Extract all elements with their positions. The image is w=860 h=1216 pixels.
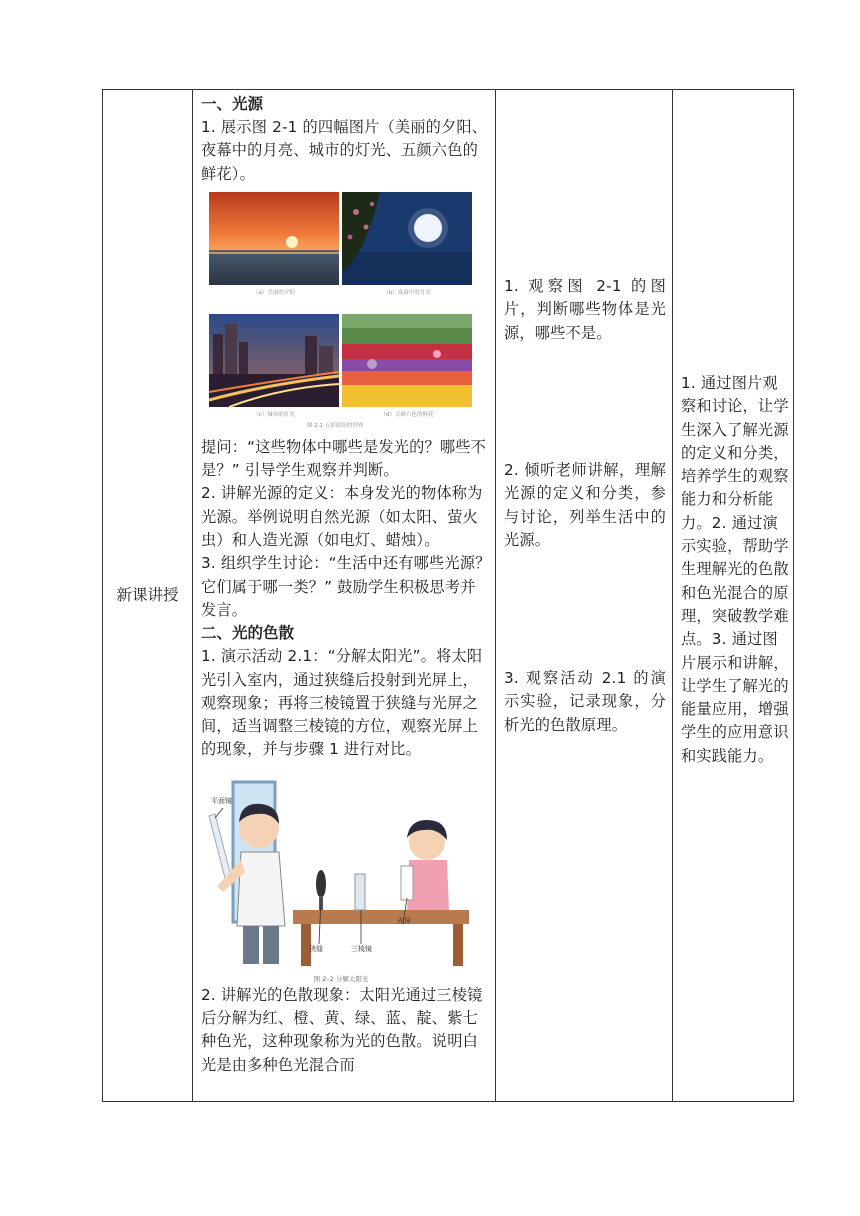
figure-2-2 bbox=[201, 776, 491, 984]
student-activity-1: 1. 观察图 2-1 的图片，判断哪些物体是光源，哪些不是。 bbox=[504, 277, 666, 342]
section-heading-dispersion: 二、光的色散 bbox=[201, 624, 295, 643]
flowers-photo bbox=[342, 314, 472, 407]
section-heading-light-source: 一、光源 bbox=[201, 95, 264, 113]
student-activity-column bbox=[496, 90, 672, 1101]
figure-2-1-caption: 图 2-1 五彩缤纷的世界 bbox=[306, 422, 364, 429]
photo-caption-b: （b）夜幕中的月亮 bbox=[383, 289, 431, 296]
design-intent-column bbox=[673, 90, 794, 1101]
teaching-step-2: 2. 讲解光源的定义：本身发光的物体称为光源。举例说明自然光源（如太阳、萤火虫）和人造光源（如电灯、蜡烛）。 bbox=[201, 484, 483, 550]
photo-caption-c: （c）城市的灯光 bbox=[253, 411, 295, 418]
label-screen: 光屏 bbox=[397, 916, 411, 925]
teaching-question: 提问：“这些物体中哪些是发光的？哪些不是？” 引导学生观察并判断。 bbox=[201, 437, 487, 480]
teaching-step-3: 3. 组织学生讨论：“生活中还有哪些光源？它们属于哪一类？” 鼓励学生积极思考并发言。 bbox=[201, 554, 491, 619]
sunset-photo bbox=[209, 192, 339, 285]
teaching-step-1: 1. 展示图 2-1 的四幅图片（美丽的夕阳、夜幕中的月亮、城市的灯光、五颜六色的鲜花）。 bbox=[201, 118, 488, 183]
photo-caption-d: （d）五颜六色的鲜花 bbox=[380, 411, 434, 418]
student-activity-3: 3. 观察活动 2.1 的演示实验，记录现象，分析光的色散原理。 bbox=[504, 669, 666, 734]
label-prism: 三棱镜 bbox=[351, 944, 372, 953]
dispersion-explanation: 2. 讲解光的色散现象：太阳光通过三棱镜后分解为红、橙、黄、绿、蓝、靛、紫七种色光，这种现象称为光的色散。说明白光是由多种色光混合而 bbox=[201, 985, 483, 1074]
stage-label: 新课讲授 bbox=[116, 586, 179, 604]
moon-photo bbox=[342, 192, 472, 285]
stage-column bbox=[103, 90, 192, 1101]
teaching-column bbox=[193, 90, 495, 1101]
photo-caption-a: （a）美丽的夕阳 bbox=[253, 289, 295, 296]
city-lights-photo bbox=[209, 314, 339, 407]
label-plane-mirror: 平面镜 bbox=[211, 796, 232, 805]
label-slit: 狭缝 bbox=[309, 944, 323, 953]
lesson-table bbox=[102, 89, 794, 1102]
demo-activity-2-1: 1. 演示活动 2.1：“分解太阳光”。将太阳光引入室内，通过狭缝后投射到光屏上，观察现象；再将三棱镜置于狭缝与光屏之间，适当调整三棱镜的方位，观察光屏上的现象，并与步骤 1 进行对比。 bbox=[201, 647, 483, 759]
design-intent-text: 1. 通过图片观察和讨论，让学生深入了解光源的定义和分类，培养学生的观察能力和分析能力。2. 通过演示实验，帮助学生理解光的色散和色光混合的原理，突破教学难点。3. 通过图片展示和讲解，让学生了解光的能量应用，增强学生的应用意识和实践能力。 bbox=[681, 374, 789, 765]
figure-2-1 bbox=[201, 192, 491, 436]
figure-2-2-caption: 图 2–2 分解太阳光 bbox=[313, 974, 369, 983]
student-activity-2: 2. 倾听老师讲解，理解光源的定义和分类，参与讨论，列举生活中的光源。 bbox=[504, 461, 666, 549]
